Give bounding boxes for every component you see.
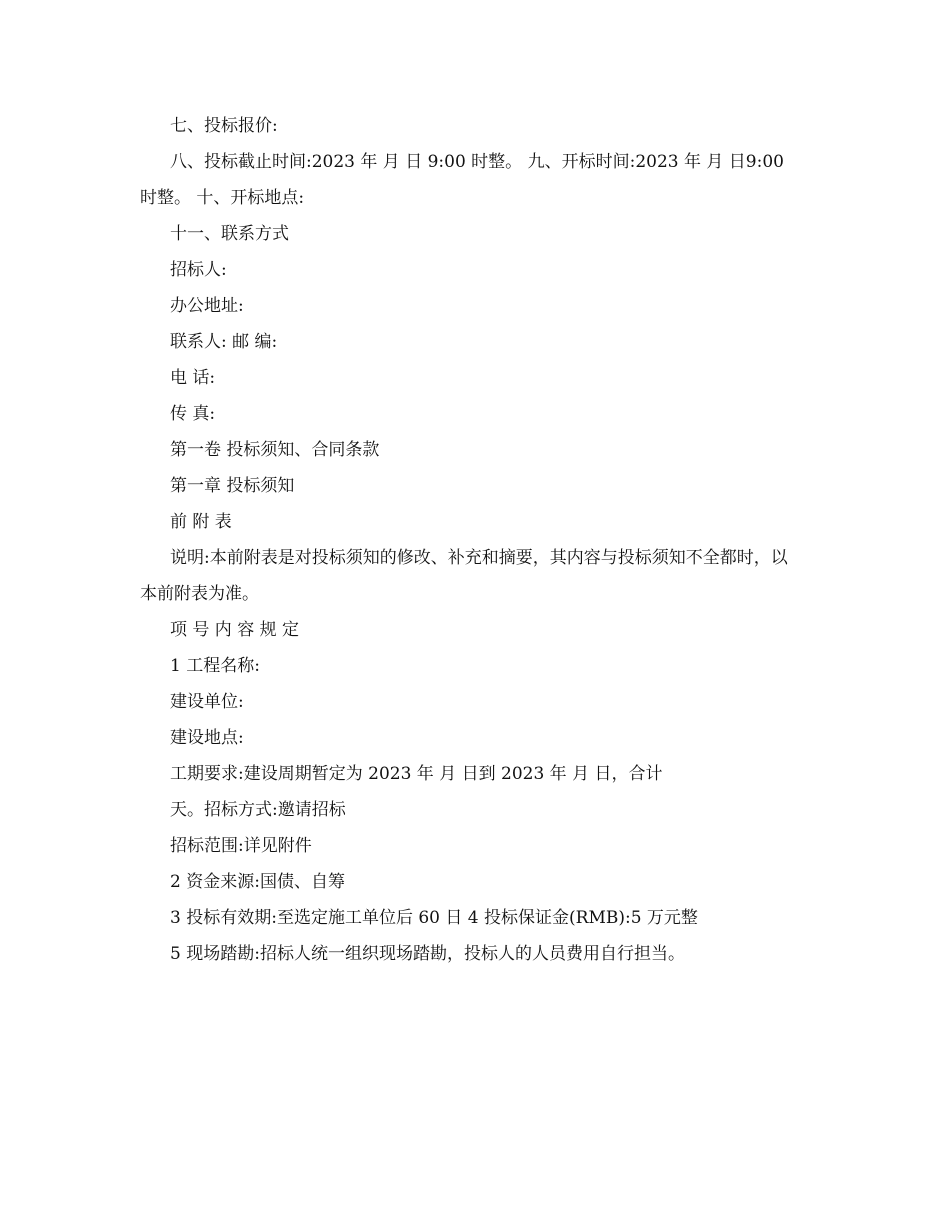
paragraph-project-name: 1 工程名称:: [170, 656, 260, 676]
paragraph-chapter-one: 第一章 投标须知: [170, 476, 295, 496]
paragraph-front-table: 前 附 表: [170, 512, 232, 532]
paragraph-volume-one: 第一卷 投标须知、合同条款: [170, 440, 380, 460]
paragraph-contact-heading: 十一、联系方式: [170, 224, 289, 244]
paragraph-tenderer: 招标人:: [170, 260, 227, 280]
paragraph-fund-source: 2 资金来源:国债、自筹: [170, 872, 345, 892]
paragraph-construction-site: 建设地点:: [170, 728, 244, 748]
paragraph-validity-deposit: 3 投标有效期:至选定施工单位后 60 日 4 投标保证金(RMB):5 万元整: [170, 908, 698, 928]
paragraph-bidding-method: 天。招标方式:邀请招标: [170, 800, 346, 820]
paragraph-office-address: 办公地址:: [170, 296, 244, 316]
paragraph-explanation: 说明:本前附表是对投标须知的修改、补充和摘要，其内容与投标须知不全都时，以本前附表为准。: [140, 548, 788, 604]
paragraph-table-header: 项 号 内 容 规 定: [170, 620, 300, 640]
paragraph-fax: 传 真:: [170, 404, 216, 424]
paragraph-contact-postcode: 联系人: 邮 编:: [170, 332, 278, 352]
paragraph-bid-quote: 七、投标报价:: [170, 116, 278, 136]
paragraph-deadline-opening: 八、投标截止时间:2023 年 月 日 9:00 时整。 九、开标时间:2023 年 月 日9:00 时整。 十、开标地点:: [140, 152, 790, 208]
document-body: [140, 108, 800, 972]
paragraph-site-survey: 5 现场踏勘:招标人统一组织现场踏勘，投标人的人员费用自行担当。: [170, 944, 685, 964]
paragraph-construction-unit: 建设单位:: [170, 692, 244, 712]
paragraph-phone: 电 话:: [170, 368, 216, 388]
paragraph-schedule: 工期要求:建设周期暂定为 2023 年 月 日到 2023 年 月 日，合计: [170, 764, 663, 784]
paragraph-bidding-scope: 招标范围:详见附件: [170, 836, 312, 856]
